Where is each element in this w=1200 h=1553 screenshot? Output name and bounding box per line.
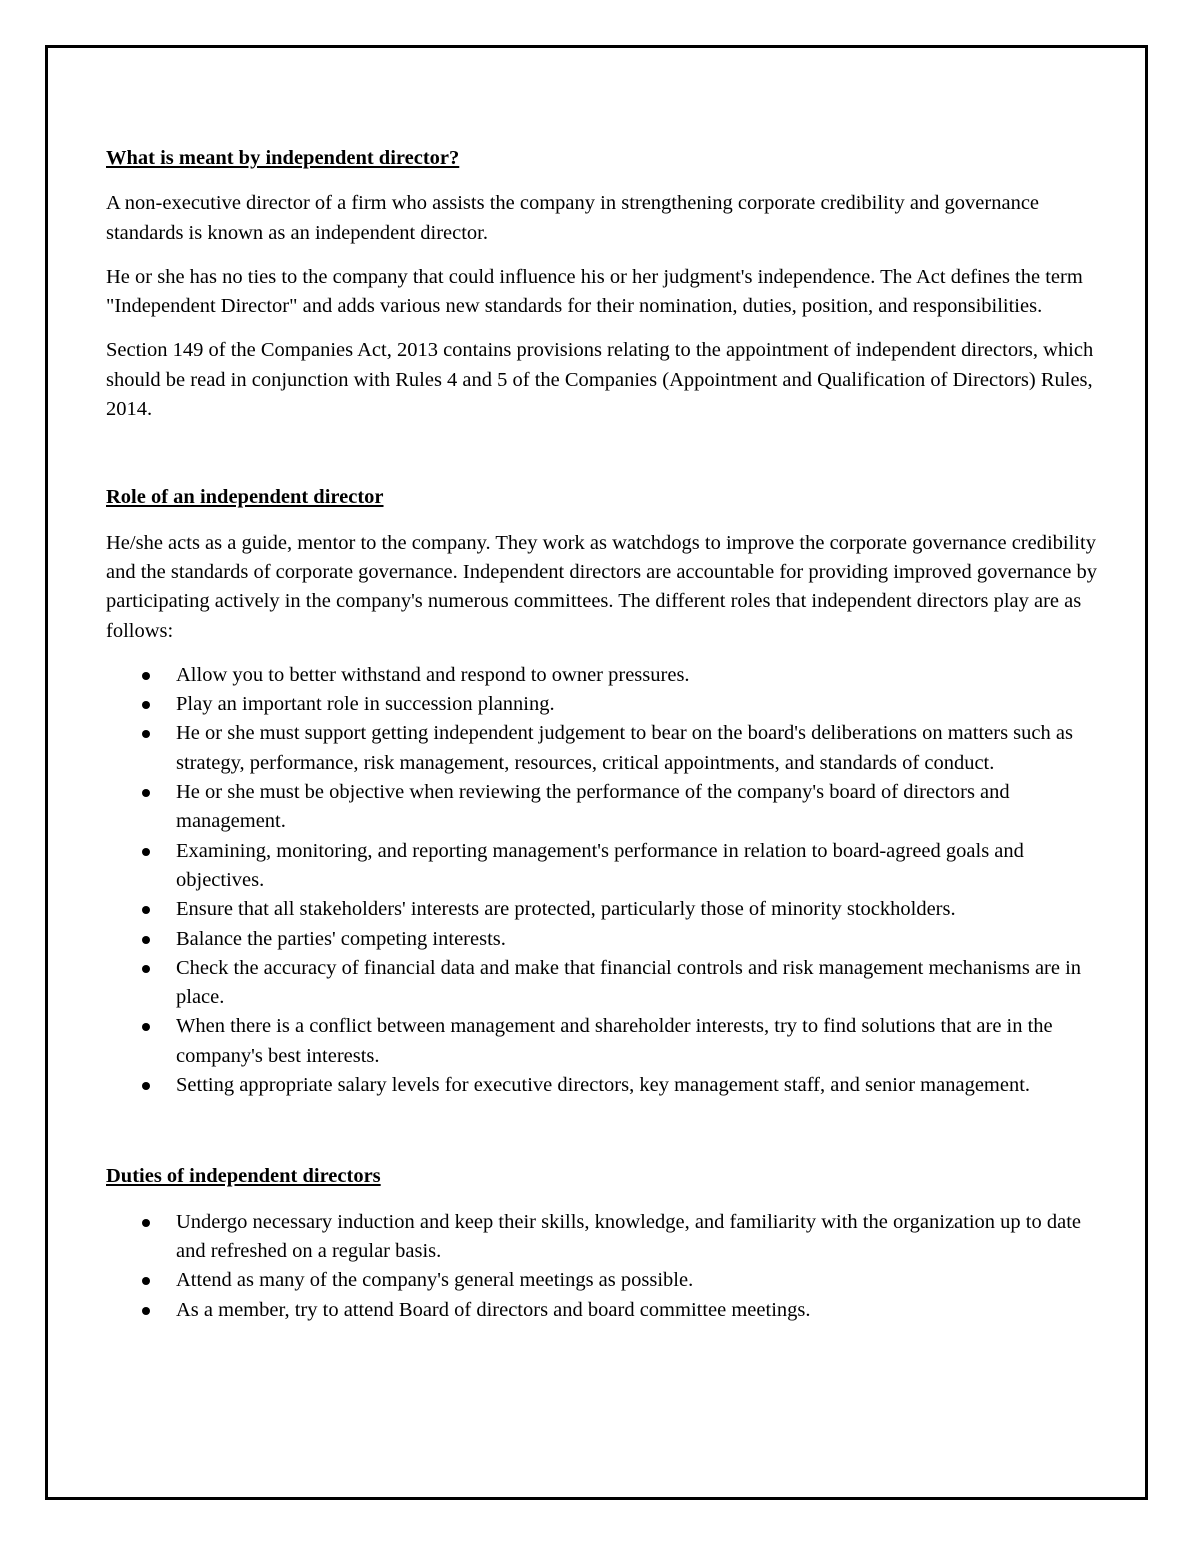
paragraph: A non-executive director of a firm who assists the company in strengthening corporate credibility and governance standards is known as an independent director. [106, 192, 1040, 244]
bullet-icon [142, 672, 150, 680]
list-item-text: When there is a conflict between management and shareholder interests, try to find solutions that are in the company's best interests. [176, 1015, 1053, 1067]
list-item-text: Check the accuracy of financial data and make that financial controls and risk management mechanisms are in place. [176, 956, 1082, 1009]
bullet-icon [142, 789, 150, 797]
bullet-icon [142, 1219, 150, 1227]
list-item [106, 778, 1101, 837]
list-item-text: Ensure that all stakeholders' interests are protected, particularly those of minority stockholders. [176, 898, 956, 921]
list-item [106, 1296, 1101, 1325]
bullet-icon [142, 936, 150, 944]
bullet-icon [142, 965, 150, 973]
section-heading-duties: Duties of independent directors [106, 1165, 381, 1188]
bullet-icon [142, 1277, 150, 1285]
list-item-text: Setting appropriate salary levels for executive directors, key management staff, and senior management. [176, 1074, 1031, 1097]
list-item-text: Allow you to better withstand and respond to owner pressures. [176, 663, 690, 686]
list-item-text: Undergo necessary induction and keep their skills, knowledge, and familiarity with the organization up to date and refreshed on a regular basis. [176, 1210, 1081, 1262]
section-heading-meaning: What is meant by independent director? [106, 147, 460, 169]
list-item [106, 1071, 1101, 1100]
paragraph: He or she has no ties to the company that could influence his or her judgment's independence. The Act defines the term "Independent Director" and adds various new standards for their nomination, duties, position, and responsibilities. [106, 265, 1083, 318]
list-item [106, 1208, 1101, 1267]
bullet-icon [142, 1023, 150, 1031]
section-spacer [106, 1100, 1101, 1162]
list-item [106, 837, 1101, 896]
bullet-icon [142, 848, 150, 856]
bullet-icon [142, 906, 150, 914]
list-item-text: As a member, try to attend Board of directors and board committee meetings. [176, 1298, 811, 1321]
list-item-text: Play an important role in succession planning. [176, 693, 555, 716]
list-item [106, 895, 1101, 924]
list-item-text: Balance the parties' competing interests. [176, 927, 506, 950]
document-body [106, 144, 1101, 1325]
bullet-icon [142, 1082, 150, 1090]
list-item [106, 661, 1101, 690]
list-item [106, 925, 1101, 954]
list-item-text: He or she must be objective when reviewing the performance of the company's board of directors and management. [176, 781, 1010, 833]
paragraph: Section 149 of the Companies Act, 2013 contains provisions relating to the appointment of independent directors, which should be read in conjunction with Rules 4 and 5 of the Companies (Appointment and Qualification of Directors) Rules, 2014. [106, 339, 1094, 421]
section-heading-role: Role of an independent director [106, 486, 384, 509]
list-item-text: Examining, monitoring, and reporting management's performance in relation to board-agreed goals and objectives. [176, 839, 1024, 891]
list-item [106, 719, 1101, 778]
list-item [106, 1266, 1101, 1295]
list-item-text: He or she must support getting independent judgement to bear on the board's deliberations on matters such as strategy, performance, risk management, resources, critical appointments, and standards of conduct. [176, 722, 1073, 774]
list-item [106, 1012, 1101, 1071]
list-item [106, 690, 1101, 719]
list-item [106, 954, 1101, 1013]
list-item-text: Attend as many of the company's general meetings as possible. [176, 1269, 694, 1292]
section-spacer [106, 439, 1101, 483]
bullet-icon [142, 1307, 150, 1315]
role-bullet-list [106, 661, 1101, 1100]
paragraph: He/she acts as a guide, mentor to the company. They work as watchdogs to improve the corporate governance credibility and the standards of corporate governance. Independent directors are accountable for providing improved governance by participating actively in the company's numerous committees. The different roles that independent directors play are as follows: [106, 531, 1097, 642]
duties-bullet-list [106, 1208, 1101, 1325]
bullet-icon [142, 730, 150, 738]
bullet-icon [142, 701, 150, 709]
